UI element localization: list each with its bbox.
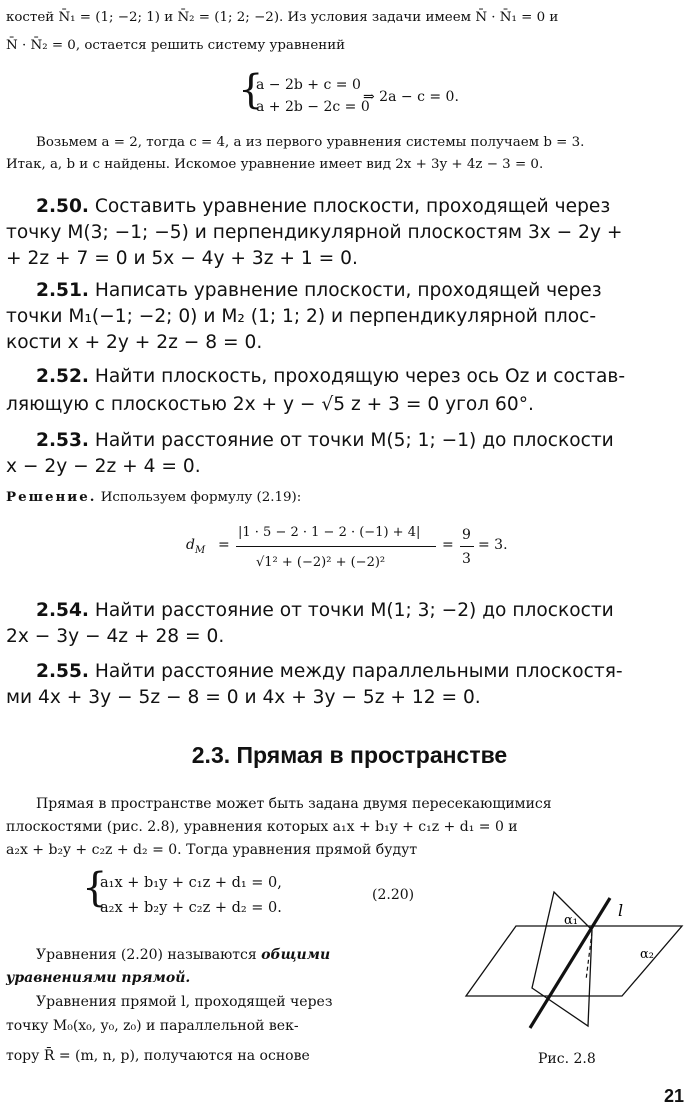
problem-2-53-line [36,428,614,454]
system-brace: { [238,67,264,113]
formula-small-bar [460,546,474,547]
formula-d: d [186,537,195,553]
formula-three: 3 [462,551,471,567]
solution-line [6,485,301,510]
text-line: a₂x + b₂y + c₂z + d₂ = 0. Тогда уравнения прямой будут [6,842,418,858]
solution-text: Используем формулу (2.19): [100,490,302,505]
formula-numerator: |1 · 5 − 2 · 1 − 2 · (−1) + 4| [238,525,421,540]
problem-text: Найти расстояние от точки M(5; 1; −1) до плоскости [94,430,614,451]
problem-2-51-line [36,278,602,304]
system-result: ⇒ 2a − c = 0. [363,89,459,105]
problem-number: 2.53. [36,430,89,451]
problem-text: Составить уравнение плоскости, проходящей через [94,196,611,217]
term-emphasis: уравнениями прямой. [6,970,191,986]
figure-caption: Рис. 2.8 [538,1051,596,1067]
formula-equals: = [218,537,230,553]
problem-text: точки M₁(−1; −2; 0) и M₂ (1; 1; 2) и перпендикулярной плос- [6,306,597,327]
problem-text: 2x − 3y − 4z + 28 = 0. [6,626,225,647]
problem-text: точку M(3; −1; −5) и перпендикулярной плоскостям 3x − 2y + [6,222,623,243]
problem-2-50-line [36,194,610,220]
text-line: точку M₀(x₀, y₀, z₀) и параллельной век- [6,1018,299,1034]
equation-row: a₁x + b₁y + c₁z + d₁ = 0, [100,875,282,891]
text-line: Возьмем a = 2, тогда c = 4, а из первого уравнения системы получаем b = 3. [36,135,585,150]
section-heading: 2.3. Прямая в пространстве [191,742,508,768]
formula-denominator: √1² + (−2)² + (−2)² [256,555,386,570]
text-line [36,943,330,967]
problem-text: Найти плоскость, проходящую через ось Oz и состав- [94,366,626,387]
problem-2-55-line [36,659,623,685]
term-emphasis: общими [261,947,331,963]
formula-fraction-bar [236,546,436,547]
text-line: плоскостями (рис. 2.8), уравнения которых a₁x + b₁y + c₁z + d₁ = 0 и [6,819,518,835]
figure-2-8 [460,880,696,1030]
problem-text: ми 4x + 3y − 5z − 8 = 0 и 4x + 3y − 5z + 12 = 0. [6,687,481,708]
formula-nine: 9 [462,527,471,543]
problem-2-52-line [36,364,625,390]
problem-number: 2.50. [36,196,89,217]
text-span: Уравнения (2.20) называются [36,947,257,963]
problem-number: 2.55. [36,661,89,682]
problem-text: Написать уравнение плоскости, проходящей через [94,280,602,301]
problem-text: + 2z + 7 = 0 и 5x − 4y + 3z + 1 = 0. [6,248,358,269]
page-number: 21 [664,1086,685,1106]
solution-label: Решение. [6,489,97,505]
system-row: a + 2b − 2c = 0 [256,99,370,115]
problem-text: кости x + 2y + 2z − 8 = 0. [6,332,263,353]
plane-alpha1 [532,892,592,1026]
label-line-l: l [618,901,624,920]
equation-row: a₂x + b₂y + c₂z + d₂ = 0. [100,900,282,916]
problem-2-54-line [36,598,614,624]
equation-number: (2.20) [372,887,415,903]
problem-text: Найти расстояние между параллельными плоскостя- [94,661,623,682]
text-line: Итак, a, b и c найдены. Искомое уравнение имеет вид 2x + 3y + 4z − 3 = 0. [6,157,544,172]
problem-text: x − 2y − 2z + 4 = 0. [6,456,201,477]
text-line: костей N̄₁ = (1; −2; 1) и N̄₂ = (1; 2; −2). Из условия задачи имеем N̄ · N̄₁ = 0 и [6,10,559,25]
problem-number: 2.51. [36,280,89,301]
system-brace: { [82,865,108,911]
label-alpha2: α₂ [640,947,654,962]
problem-number: 2.52. [36,366,89,387]
text-line: тору R̄ = (m, n, p), получаются на основе [6,1048,310,1064]
text-line: Уравнения прямой l, проходящей через [36,994,333,1010]
label-alpha1: α₁ [564,913,578,928]
text-line: Прямая в пространстве может быть задана двумя пересекающимися [36,796,552,812]
formula-lhs [186,534,205,562]
text-line: N̄ · N̄₂ = 0, остается решить систему уравнений [6,38,346,53]
formula-equals: = [442,537,454,553]
problem-text: Найти расстояние от точки M(1; 3; −2) до плоскости [94,600,614,621]
system-row: a − 2b + c = 0 [256,77,361,93]
problem-number: 2.54. [36,600,89,621]
formula-d-sub: M [194,544,206,556]
problem-text: ляющую с плоскостью 2x + y − √5 z + 3 = 0 угол 60°. [6,394,534,415]
formula-result: = 3. [478,537,508,553]
